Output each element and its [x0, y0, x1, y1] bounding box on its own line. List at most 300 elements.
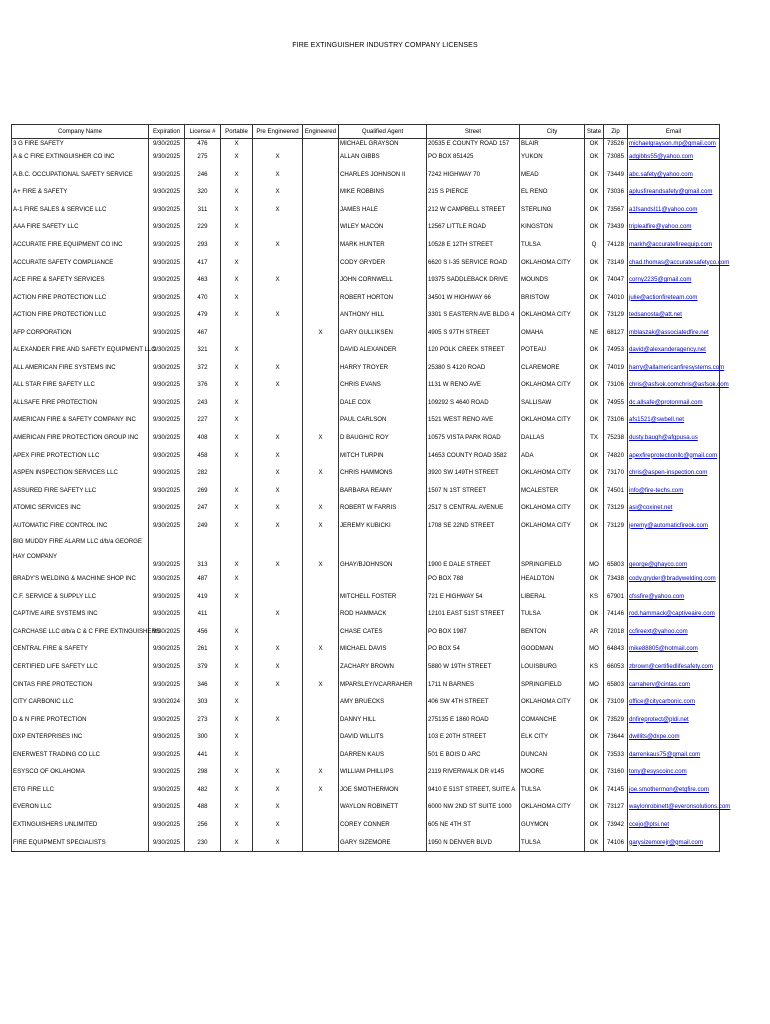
table-row [12, 201, 720, 219]
cell-license-number: 321 [185, 341, 221, 359]
cell-pre-engineered: X [253, 236, 303, 254]
cell-company-name: ACCURATE FIRE EQUIPMENT CO INC [12, 236, 149, 254]
cell-email[interactable]: joe.smothermon@etgfire.com [628, 781, 720, 799]
cell-city: MOUNDS [520, 271, 585, 289]
cell-state: OK [585, 763, 604, 781]
cell-company-name: ACCURATE SAFETY COMPLIANCE [12, 253, 149, 271]
cell-qualified-agent: JOE SMOTHERMON [339, 781, 427, 799]
cell-email[interactable]: julie@actionfireteam.com [628, 288, 720, 306]
cell-pre-engineered [253, 570, 303, 588]
cell-city: OKLAHOMA CITY [520, 306, 585, 324]
cell-qualified-agent: DAVID ALEXANDER [339, 341, 427, 359]
cell-email[interactable]: mblaszak@associatedfire.net [628, 323, 720, 341]
cell-zip: 73533 [604, 746, 628, 764]
cell-state: OK [585, 288, 604, 306]
cell-street: 406 SW 4TH STREET [427, 693, 520, 711]
cell-expiration: 9/30/2025 [149, 675, 185, 693]
cell-engineered: X [303, 640, 339, 658]
cell-company-name: BRADY'S WELDING & MACHINE SHOP INC [12, 570, 149, 588]
table-row [12, 323, 720, 341]
cell-license-number: 417 [185, 253, 221, 271]
cell-company-name: ALL AMERICAN FIRE SYSTEMS INC [12, 359, 149, 377]
cell-company-name: ENERWEST TRADING CO LLC [12, 746, 149, 764]
cell-license-number: 230 [185, 833, 221, 851]
cell-engineered: X [303, 429, 339, 447]
cell-street: 6000 NW 2ND ST SUITE 1000 [427, 798, 520, 816]
cell-qualified-agent: CODY GRYDER [339, 253, 427, 271]
cell-expiration: 9/30/2025 [149, 429, 185, 447]
header-row [12, 125, 720, 139]
cell-license-number: 229 [185, 218, 221, 236]
cell-pre-engineered [253, 693, 303, 711]
cell-portable: X [221, 341, 253, 359]
cell-engineered [303, 148, 339, 166]
cell-pre-engineered: X [253, 781, 303, 799]
cell-portable: X [221, 429, 253, 447]
cell-license-number: 411 [185, 605, 221, 623]
cell-qualified-agent: MARK HUNTER [339, 236, 427, 254]
cell-expiration: 9/30/2025 [149, 605, 185, 623]
cell-email[interactable]: chris@aspen-inspection.com [628, 464, 720, 482]
cell-email[interactable]: triplealfire@yahoo.com [628, 218, 720, 236]
cell-expiration: 9/30/2025 [149, 746, 185, 764]
cell-expiration: 9/30/2025 [149, 623, 185, 641]
cell-zip: 74106 [604, 833, 628, 851]
cell-street: 19375 SADDLEBACK DRIVE [427, 271, 520, 289]
cell-license-number: 300 [185, 728, 221, 746]
cell-state: OK [585, 481, 604, 499]
cell-state: OK [585, 728, 604, 746]
cell-portable: X [221, 166, 253, 184]
cell-license-number: 293 [185, 236, 221, 254]
cell-state: OK [585, 341, 604, 359]
cell-expiration: 9/30/2025 [149, 359, 185, 377]
cell-pre-engineered: X [253, 148, 303, 166]
cell-qualified-agent [339, 570, 427, 588]
cell-state: OK [585, 516, 604, 534]
cell-state: Q [585, 236, 604, 254]
cell-pre-engineered [253, 341, 303, 359]
cell-email[interactable]: carraherv@cintas.com [628, 675, 720, 693]
cell-city: POTEAU [520, 341, 585, 359]
cell-pre-engineered: X [253, 499, 303, 517]
cell-email[interactable]: office@citycarbonic.com [628, 693, 720, 711]
cell-street: 103 E 20TH STREET [427, 728, 520, 746]
table-row [12, 271, 720, 289]
cell-pre-engineered: X [253, 516, 303, 534]
cell-zip: 73127 [604, 798, 628, 816]
cell-pre-engineered: X [253, 605, 303, 623]
cell-city: GOODMAN [520, 640, 585, 658]
cell-street: 20535 E COUNTY ROAD 157 [427, 139, 520, 149]
cell-qualified-agent: ALLAN GIBBS [339, 148, 427, 166]
cell-city: BRISTOW [520, 288, 585, 306]
column-header-pre-engineered: Pre Engineered [253, 125, 303, 139]
cell-company-name: ACTION FIRE PROTECTION LLC [12, 288, 149, 306]
cell-email[interactable]: info@fire-techs.com [628, 481, 720, 499]
cell-engineered [303, 166, 339, 184]
cell-email[interactable]: harry@allamericanfiresystems.com [628, 359, 720, 377]
cell-email[interactable]: michaelgrayson.mp@gmail.com [628, 139, 720, 149]
cell-expiration: 9/30/2025 [149, 781, 185, 799]
cell-state: OK [585, 464, 604, 482]
cell-email[interactable]: tony@esyscoinc.com [628, 763, 720, 781]
cell-pre-engineered: X [253, 658, 303, 676]
cell-qualified-agent: ANTHONY HILL [339, 306, 427, 324]
cell-state: TX [585, 429, 604, 447]
cell-state: OK [585, 376, 604, 394]
cell-license-number: 303 [185, 693, 221, 711]
cell-street: 12567 LITTLE ROAD [427, 218, 520, 236]
cell-city: OKLAHOMA CITY [520, 516, 585, 534]
table-row [12, 236, 720, 254]
cell-pre-engineered: X [253, 675, 303, 693]
cell-email[interactable]: aplusfireandsafety@gmail.com [628, 183, 720, 201]
cell-street: 721 E HIGHWAY 54 [427, 588, 520, 606]
cell-expiration: 9/30/2025 [149, 288, 185, 306]
column-header-state: State [585, 125, 604, 139]
cell-zip: 74047 [604, 271, 628, 289]
cell-email[interactable]: ccejo@ptsi.net [628, 816, 720, 834]
cell-company-name: A+ FIRE & SAFETY [12, 183, 149, 201]
cell-street: 4905 S 97TH STREET [427, 323, 520, 341]
cell-expiration: 9/30/2025 [149, 763, 185, 781]
cell-street: 212 W CAMPBELL STREET [427, 201, 520, 219]
cell-company-name: CINTAS FIRE PROTECTION [12, 675, 149, 693]
cell-qualified-agent: DALE COX [339, 394, 427, 412]
cell-city: OKLAHOMA CITY [520, 464, 585, 482]
cell-email[interactable]: darrenkaus75@gmail.com [628, 746, 720, 764]
cell-qualified-agent: DARREN KAUS [339, 746, 427, 764]
cell-email[interactable]: rod.hammack@captiveaire.com [628, 605, 720, 623]
cell-license-number: 482 [185, 781, 221, 799]
cell-license-number: 470 [185, 288, 221, 306]
cell-company-name: ETG FIRE LLC [12, 781, 149, 799]
table-row [12, 798, 720, 816]
cell-city: BLAIR [520, 139, 585, 149]
cell-pre-engineered: X [253, 464, 303, 482]
cell-portable: X [221, 271, 253, 289]
cell-email[interactable]: dnfireprotect@pldi.net [628, 710, 720, 728]
table-row [12, 464, 720, 482]
cell-engineered [303, 833, 339, 851]
column-header-engineered: Engineered [303, 125, 339, 139]
table-row [12, 675, 720, 693]
table-row [12, 658, 720, 676]
cell-email[interactable]: apexfireprotectionllc@gmail.com [628, 446, 720, 464]
cell-city: OKLAHOMA CITY [520, 253, 585, 271]
cell-pre-engineered: X [253, 534, 303, 570]
cell-city: ADA [520, 446, 585, 464]
table-row [12, 446, 720, 464]
cell-pre-engineered [253, 323, 303, 341]
column-header-portable: Portable [221, 125, 253, 139]
cell-license-number: 282 [185, 464, 221, 482]
cell-qualified-agent: WILLIAM PHILLIPS [339, 763, 427, 781]
cell-state: OK [585, 139, 604, 149]
cell-license-number: 456 [185, 623, 221, 641]
cell-engineered [303, 798, 339, 816]
cell-license-number: 311 [185, 201, 221, 219]
cell-email[interactable]: george@ghayco.com [628, 534, 720, 570]
cell-email[interactable]: markh@accuratefireequip.com [628, 236, 720, 254]
cell-zip: 73942 [604, 816, 628, 834]
cell-city: HEALDTON [520, 570, 585, 588]
cell-zip: 73129 [604, 516, 628, 534]
cell-zip: 74146 [604, 605, 628, 623]
cell-company-name: EVERON LLC [12, 798, 149, 816]
cell-company-name: BIG MUDDY FIRE ALARM LLC d/b/a GEORGE HAY COMPANY [12, 534, 149, 570]
table-row [12, 429, 720, 447]
cell-city: KINGSTON [520, 218, 585, 236]
cell-expiration: 9/30/2025 [149, 411, 185, 429]
table-row [12, 588, 720, 606]
cell-street: 120 POLK CREEK STREET [427, 341, 520, 359]
cell-state: KS [585, 658, 604, 676]
cell-portable: X [221, 693, 253, 711]
cell-city: TULSA [520, 781, 585, 799]
cell-license-number: 275 [185, 148, 221, 166]
cell-portable: X [221, 236, 253, 254]
cell-city: SPRINGFIELD [520, 534, 585, 570]
cell-zip: 74820 [604, 446, 628, 464]
cell-expiration: 9/30/2025 [149, 798, 185, 816]
cell-email[interactable]: cfssfire@yahoo.com [628, 588, 720, 606]
cell-qualified-agent: MICHAEL GRAYSON [339, 139, 427, 149]
cell-city: OKLAHOMA CITY [520, 376, 585, 394]
cell-qualified-agent: JOHN CORNWELL [339, 271, 427, 289]
cell-portable [221, 605, 253, 623]
cell-expiration: 9/30/2025 [149, 323, 185, 341]
cell-state: OK [585, 201, 604, 219]
cell-email[interactable]: abc.safety@yahoo.com [628, 166, 720, 184]
cell-email[interactable]: david@alexanderagency.net [628, 341, 720, 359]
cell-expiration: 9/30/2025 [149, 148, 185, 166]
cell-street: 1950 N DENVER BLVD [427, 833, 520, 851]
column-header-zip: Zip [604, 125, 628, 139]
cell-license-number: 488 [185, 798, 221, 816]
cell-portable: X [221, 218, 253, 236]
cell-email[interactable]: adgibbs55@yahoo.com [628, 148, 720, 166]
cell-state: OK [585, 499, 604, 517]
cell-license-number: 313 [185, 534, 221, 570]
cell-street: 5880 W 19TH STREET [427, 658, 520, 676]
cell-expiration: 9/30/2025 [149, 516, 185, 534]
cell-email[interactable]: ccfireext@yahoo.com [628, 623, 720, 641]
cell-license-number: 227 [185, 411, 221, 429]
cell-qualified-agent: WAYLON ROBINETT [339, 798, 427, 816]
cell-zip: 65803 [604, 534, 628, 570]
table-row [12, 183, 720, 201]
cell-expiration: 9/30/2025 [149, 481, 185, 499]
cell-qualified-agent: MICHAEL DAVIS [339, 640, 427, 658]
cell-city: OMAHA [520, 323, 585, 341]
cell-street: PO BOX 1987 [427, 623, 520, 641]
cell-pre-engineered: X [253, 833, 303, 851]
column-header-expiration: Expiration [149, 125, 185, 139]
cell-email[interactable]: afs1521@swbell.net [628, 411, 720, 429]
cell-email[interactable]: zbrown@certifiedlifesafety.com [628, 658, 720, 676]
cell-qualified-agent: JAMES HALE [339, 201, 427, 219]
table-row [12, 481, 720, 499]
cell-portable: X [221, 816, 253, 834]
cell-email[interactable]: mike88805@hotmail.com [628, 640, 720, 658]
cell-license-number: 419 [185, 588, 221, 606]
cell-email[interactable]: chris@asfsok.comchris@asfsok.com [628, 376, 720, 394]
cell-company-name: ALLSAFE FIRE PROTECTION [12, 394, 149, 412]
cell-zip: 73106 [604, 411, 628, 429]
cell-license-number: 376 [185, 376, 221, 394]
cell-qualified-agent: PAUL CARLSON [339, 411, 427, 429]
cell-city: TULSA [520, 236, 585, 254]
cell-engineered [303, 658, 339, 676]
cell-state: KS [585, 588, 604, 606]
cell-city: SPRINGFIELD [520, 675, 585, 693]
cell-street: 25380 S 4120 ROAD [427, 359, 520, 377]
table-row [12, 605, 720, 623]
cell-street: 2119 RIVERWALK DR #145 [427, 763, 520, 781]
cell-expiration: 9/30/2025 [149, 499, 185, 517]
cell-email[interactable]: waylonrobinett@everonsolutions.com [628, 798, 720, 816]
cell-street: 2517 S CENTRAL AVENUE [427, 499, 520, 517]
table-row [12, 218, 720, 236]
cell-pre-engineered [253, 623, 303, 641]
cell-zip: 73085 [604, 148, 628, 166]
cell-email[interactable]: garysizemorejr@gmail.com [628, 833, 720, 851]
cell-zip: 68127 [604, 323, 628, 341]
table-row [12, 253, 720, 271]
cell-portable: X [221, 640, 253, 658]
cell-license-number: 346 [185, 675, 221, 693]
table-row [12, 516, 720, 534]
cell-email[interactable]: tedsanosta@att.net [628, 306, 720, 324]
cell-engineered [303, 359, 339, 377]
cell-license-number: 372 [185, 359, 221, 377]
cell-street: 3920 SW 149TH STREET [427, 464, 520, 482]
column-header-company-name: Company Name [12, 125, 149, 139]
cell-expiration: 9/30/2025 [149, 658, 185, 676]
cell-state: AR [585, 623, 604, 641]
cell-portable: X [221, 588, 253, 606]
cell-pre-engineered: X [253, 481, 303, 499]
cell-zip: 73129 [604, 499, 628, 517]
cell-email[interactable]: dusty.baugh@afgpusa.us [628, 429, 720, 447]
cell-engineered [303, 481, 339, 499]
cell-street: 34501 W HIGHWAY 66 [427, 288, 520, 306]
cell-street: 215 S PIERCE [427, 183, 520, 201]
cell-engineered [303, 570, 339, 588]
cell-portable: X [221, 148, 253, 166]
cell-pre-engineered [253, 394, 303, 412]
cell-portable: X [221, 728, 253, 746]
cell-license-number: 320 [185, 183, 221, 201]
cell-email[interactable]: chad.thomas@accuratesafetyco.com [628, 253, 720, 271]
cell-street: 1507 N 1ST STREET [427, 481, 520, 499]
table-row [12, 781, 720, 799]
cell-qualified-agent: ZACHARY BROWN [339, 658, 427, 676]
cell-qualified-agent: D BAUGH/C ROY [339, 429, 427, 447]
cell-company-name: AAA FIRE SAFETY LLC [12, 218, 149, 236]
cell-company-name: AUTOMATIC FIRE CONTROL INC [12, 516, 149, 534]
cell-state: OK [585, 833, 604, 851]
cell-email[interactable]: asi@coxinet.net [628, 499, 720, 517]
cell-qualified-agent: ROD HAMMACK [339, 605, 427, 623]
cell-expiration: 9/30/2025 [149, 201, 185, 219]
cell-portable: X [221, 516, 253, 534]
cell-portable: X [221, 183, 253, 201]
cell-street: 1900 E DALE STREET [427, 534, 520, 570]
cell-engineered: X [303, 675, 339, 693]
cell-portable: X [221, 288, 253, 306]
cell-expiration: 9/30/2025 [149, 394, 185, 412]
cell-email[interactable]: a1fsandsl11@yahoo.com [628, 201, 720, 219]
column-header-qualified-agent: Qualified Agent [339, 125, 427, 139]
cell-zip: 73644 [604, 728, 628, 746]
cell-street: 3301 S EASTERN AVE BLDG 4 [427, 306, 520, 324]
cell-email[interactable]: dc.allsafe@protonmail.com [628, 394, 720, 412]
cell-engineered: X [303, 534, 339, 570]
cell-city: YUKON [520, 148, 585, 166]
cell-engineered [303, 139, 339, 149]
cell-city: LOUISBURG [520, 658, 585, 676]
cell-expiration: 9/30/2025 [149, 816, 185, 834]
cell-expiration: 9/30/2024 [149, 693, 185, 711]
cell-email[interactable]: dwillits@dxpe.com [628, 728, 720, 746]
cell-engineered [303, 623, 339, 641]
cell-expiration: 9/30/2025 [149, 640, 185, 658]
cell-street: 10575 VISTA PARK ROAD [427, 429, 520, 447]
cell-qualified-agent: GARY GULLIKSEN [339, 323, 427, 341]
cell-engineered [303, 341, 339, 359]
cell-license-number: 249 [185, 516, 221, 534]
cell-license-number: 243 [185, 394, 221, 412]
cell-email[interactable]: corny2235@gmail.com [628, 271, 720, 289]
cell-zip: 64843 [604, 640, 628, 658]
cell-qualified-agent: CHARLES JOHNSON II [339, 166, 427, 184]
cell-company-name: ACTION FIRE PROTECTION LLC [12, 306, 149, 324]
cell-state: OK [585, 271, 604, 289]
cell-street: 1521 WEST RENO AVE [427, 411, 520, 429]
cell-portable: X [221, 746, 253, 764]
cell-pre-engineered: X [253, 816, 303, 834]
cell-engineered [303, 394, 339, 412]
table-row [12, 693, 720, 711]
cell-engineered: X [303, 499, 339, 517]
cell-street: 7242 HIGHWAY 70 [427, 166, 520, 184]
cell-license-number: 298 [185, 763, 221, 781]
cell-company-name: A & C FIRE EXTINGUISHER CO INC [12, 148, 149, 166]
table-row [12, 394, 720, 412]
cell-street: 501 E BOIS D ARC [427, 746, 520, 764]
cell-state: OK [585, 446, 604, 464]
cell-engineered: X [303, 781, 339, 799]
cell-portable: X [221, 411, 253, 429]
license-table [11, 124, 731, 852]
cell-email[interactable]: cody.gryder@bradywelding.com [628, 570, 720, 588]
cell-street: 1711 N BARNES [427, 675, 520, 693]
cell-qualified-agent: AMY BRUECKS [339, 693, 427, 711]
cell-company-name: ESYSCO OF OKLAHOMA [12, 763, 149, 781]
cell-city: OKLAHOMA CITY [520, 798, 585, 816]
cell-license-number: 273 [185, 710, 221, 728]
cell-portable: X [221, 139, 253, 149]
cell-expiration: 9/30/2025 [149, 166, 185, 184]
cell-company-name: CARCHASE LLC d/b/a C & C FIRE EXTINGUISHERS [12, 623, 149, 641]
table-row [12, 499, 720, 517]
cell-email[interactable]: jeremy@automaticfireok.com [628, 516, 720, 534]
cell-portable: X [221, 394, 253, 412]
cell-zip: 73449 [604, 166, 628, 184]
